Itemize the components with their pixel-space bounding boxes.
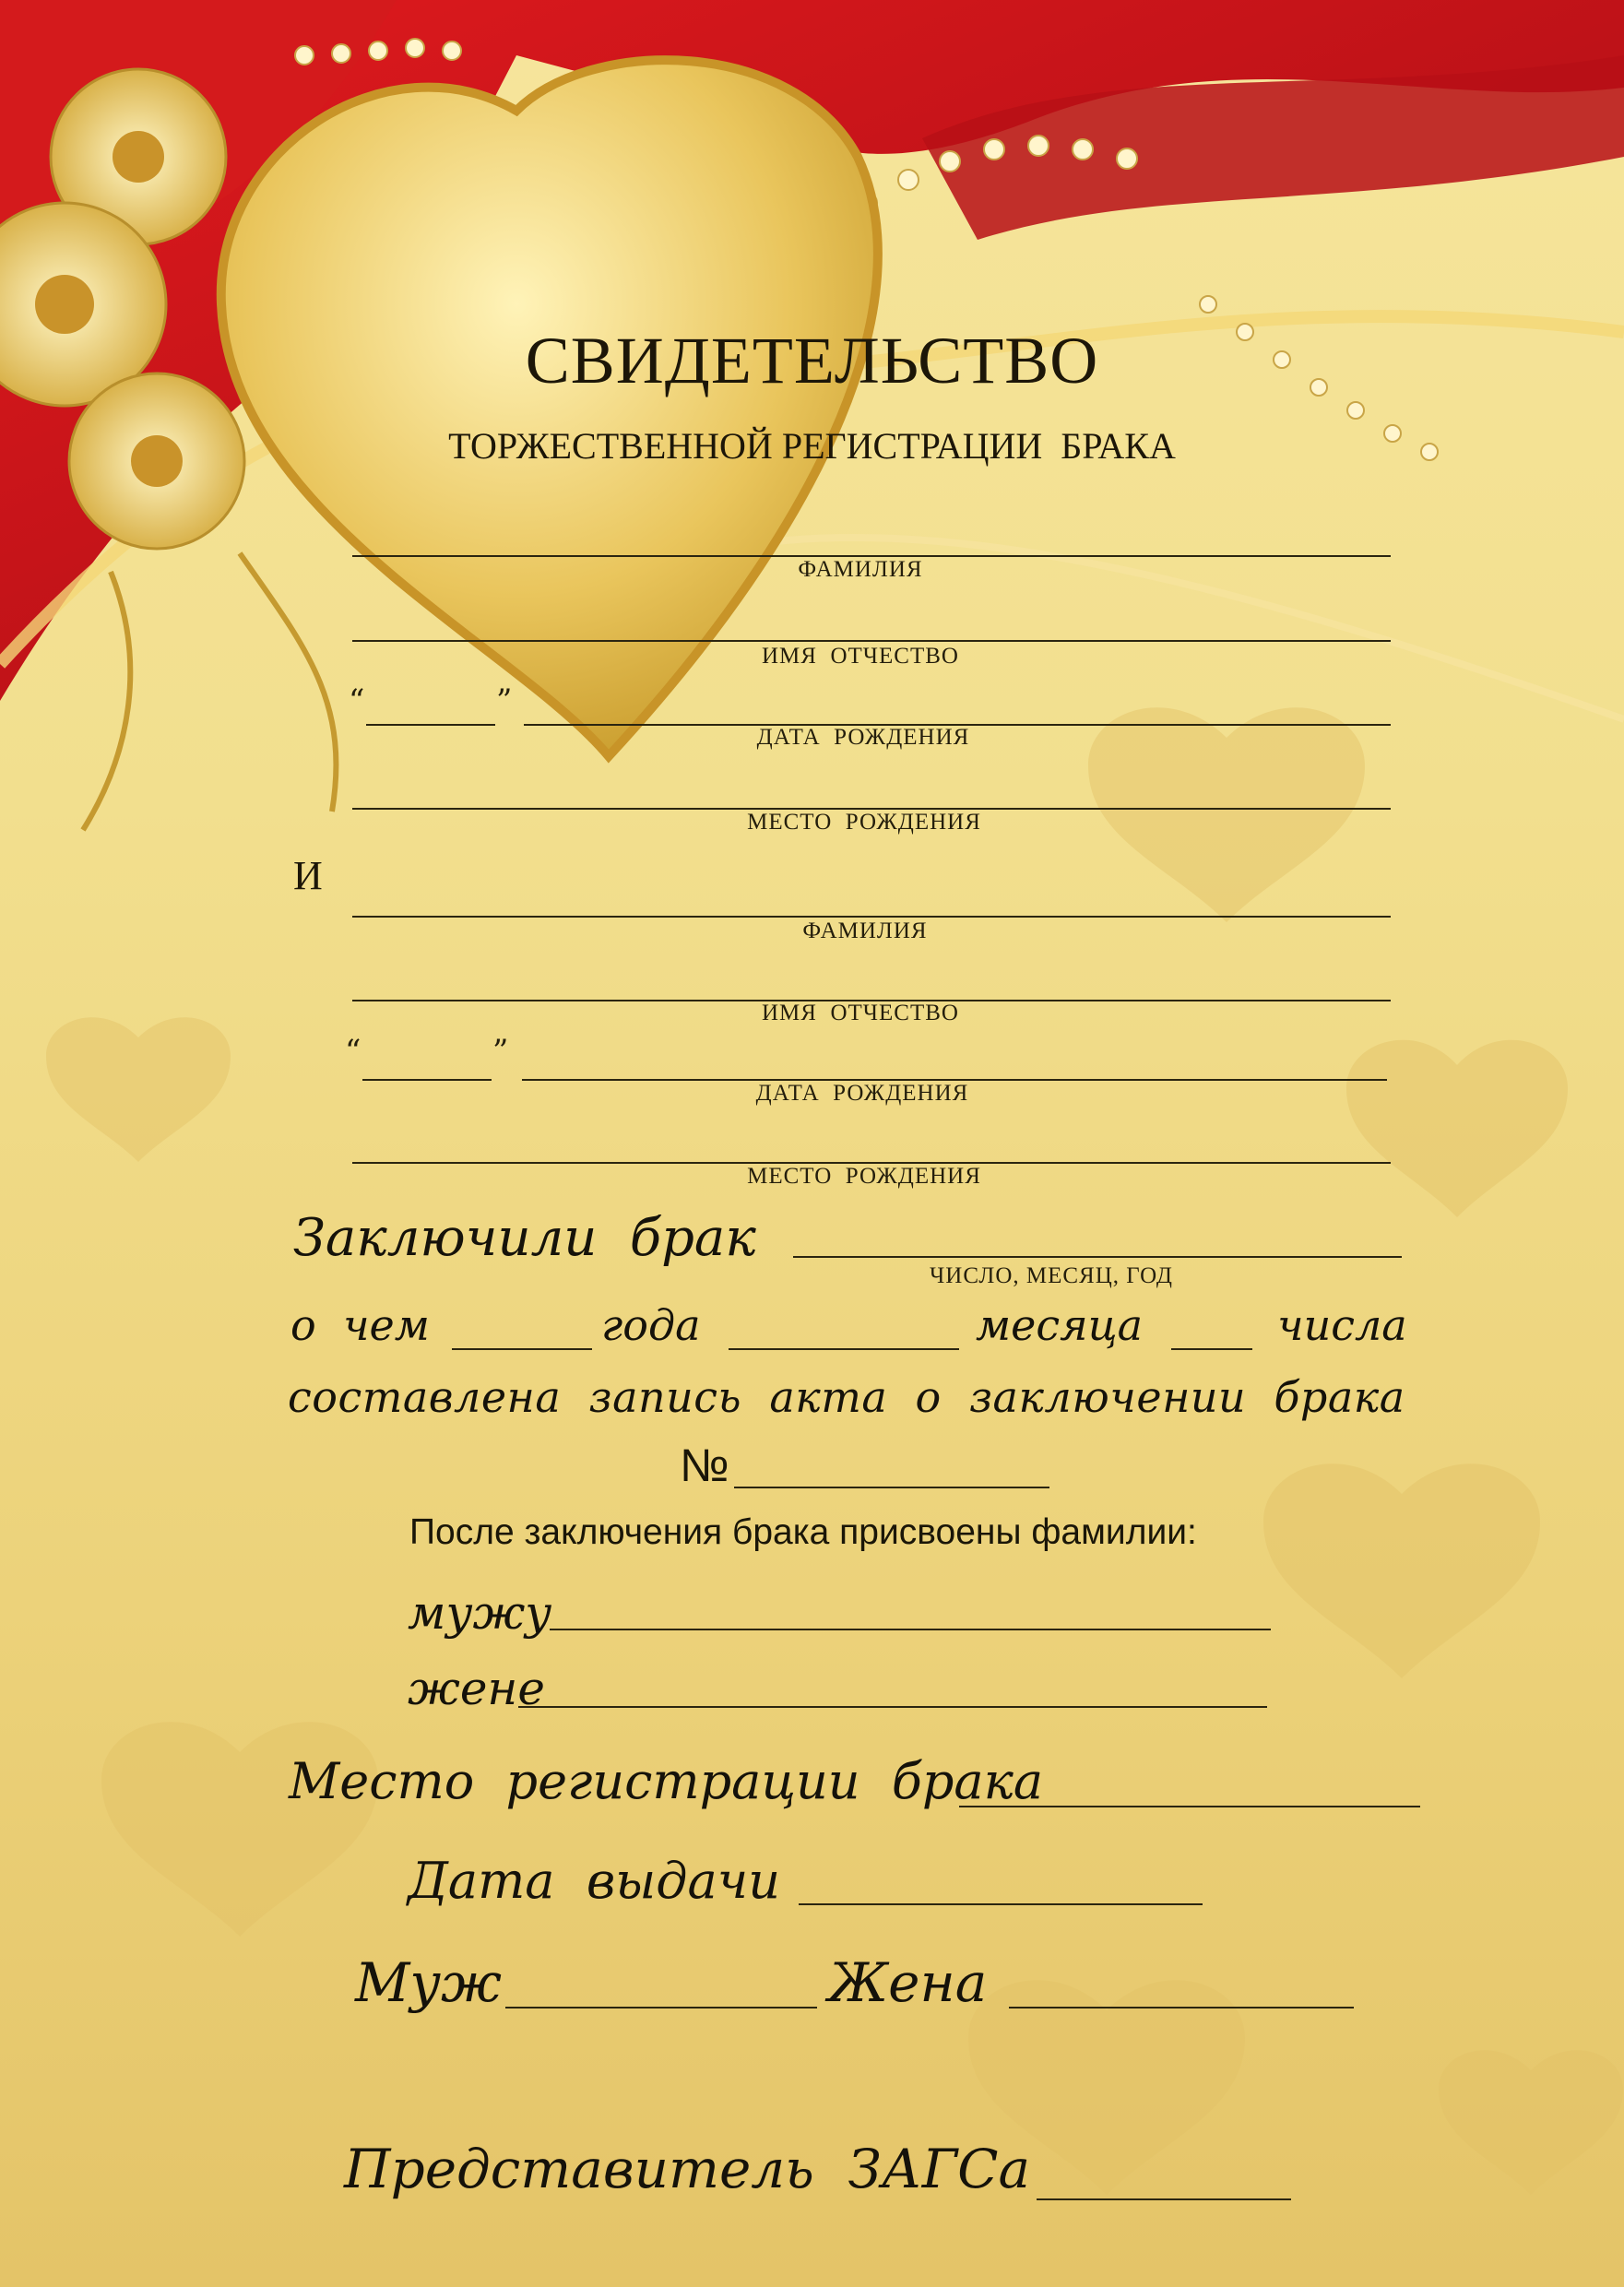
person2-birthdate-caption: ДАТА РОЖДЕНИЯ — [755, 1081, 969, 1106]
person2-quote-open: “ — [345, 1033, 362, 1070]
person2-surname-caption: ФАМИЛИЯ — [802, 918, 928, 943]
record-number-line[interactable] — [734, 1487, 1049, 1488]
issue-date-label: Дата выдачи — [408, 1852, 781, 1910]
record-about-label: о чем — [290, 1300, 430, 1350]
issue-date-line[interactable] — [799, 1903, 1203, 1905]
person2-name-caption: ИМЯ ОТЧЕСТВО — [762, 1001, 959, 1025]
surnames-heading: После заключения брака присвоены фамилии: — [409, 1512, 1197, 1552]
person2-birthplace-caption: МЕСТО РОЖДЕНИЯ — [747, 1164, 981, 1189]
person1-birthplace-caption: МЕСТО РОЖДЕНИЯ — [747, 810, 981, 835]
record-line2: составлена запись акта о заключении брака — [288, 1372, 1405, 1422]
conjunction-and: И — [293, 853, 323, 898]
certificate-title: СВИДЕТЕЛЬСТВО — [525, 324, 1099, 397]
married-date-line[interactable] — [793, 1256, 1402, 1258]
person1-name-caption: ИМЯ ОТЧЕСТВО — [762, 644, 959, 669]
registrar-signature-line[interactable] — [1037, 2198, 1291, 2200]
record-year-label: года — [601, 1300, 701, 1350]
person1-birth-day-line[interactable] — [366, 724, 495, 726]
husband-signature-label: Муж — [355, 1951, 502, 2014]
person2-birth-day-line[interactable] — [362, 1079, 492, 1081]
record-number-sign: № — [680, 1440, 729, 1491]
record-day-label: числа — [1277, 1300, 1407, 1350]
wife-signature-label: Жена — [828, 1951, 988, 2014]
person2-quote-close: ” — [492, 1033, 509, 1070]
registrar-label: Представитель ЗАГСа — [344, 2138, 1031, 2200]
record-year-line[interactable] — [452, 1348, 592, 1350]
person1-quote-open: “ — [349, 682, 365, 719]
record-month-label: месяца — [976, 1300, 1144, 1350]
husband-surname-line[interactable] — [550, 1629, 1271, 1630]
registration-place-label: Место регистрации брака — [289, 1752, 1044, 1810]
person1-name-line[interactable] — [352, 640, 1391, 642]
person1-quote-close: ” — [496, 682, 513, 719]
husband-signature-line[interactable] — [505, 2007, 817, 2009]
husband-surname-label: мужу — [408, 1586, 552, 1640]
married-label: Заключили брак — [293, 1208, 756, 1268]
person2-surname-line[interactable] — [352, 916, 1391, 918]
person1-birthdate-caption: ДАТА РОЖДЕНИЯ — [756, 725, 970, 750]
record-month-line[interactable] — [729, 1348, 959, 1350]
certificate-subtitle: ТОРЖЕСТВЕННОЙ РЕГИСТРАЦИИ БРАКА — [448, 425, 1176, 467]
person1-surname-caption: ФАМИЛИЯ — [798, 557, 923, 582]
wife-signature-line[interactable] — [1009, 2007, 1354, 2009]
record-day-line[interactable] — [1171, 1348, 1252, 1350]
wife-surname-label: жене — [408, 1662, 545, 1715]
married-date-caption: ЧИСЛО, МЕСЯЦ, ГОД — [930, 1263, 1173, 1288]
registration-place-line[interactable] — [959, 1806, 1420, 1807]
wife-surname-line[interactable] — [518, 1706, 1267, 1708]
